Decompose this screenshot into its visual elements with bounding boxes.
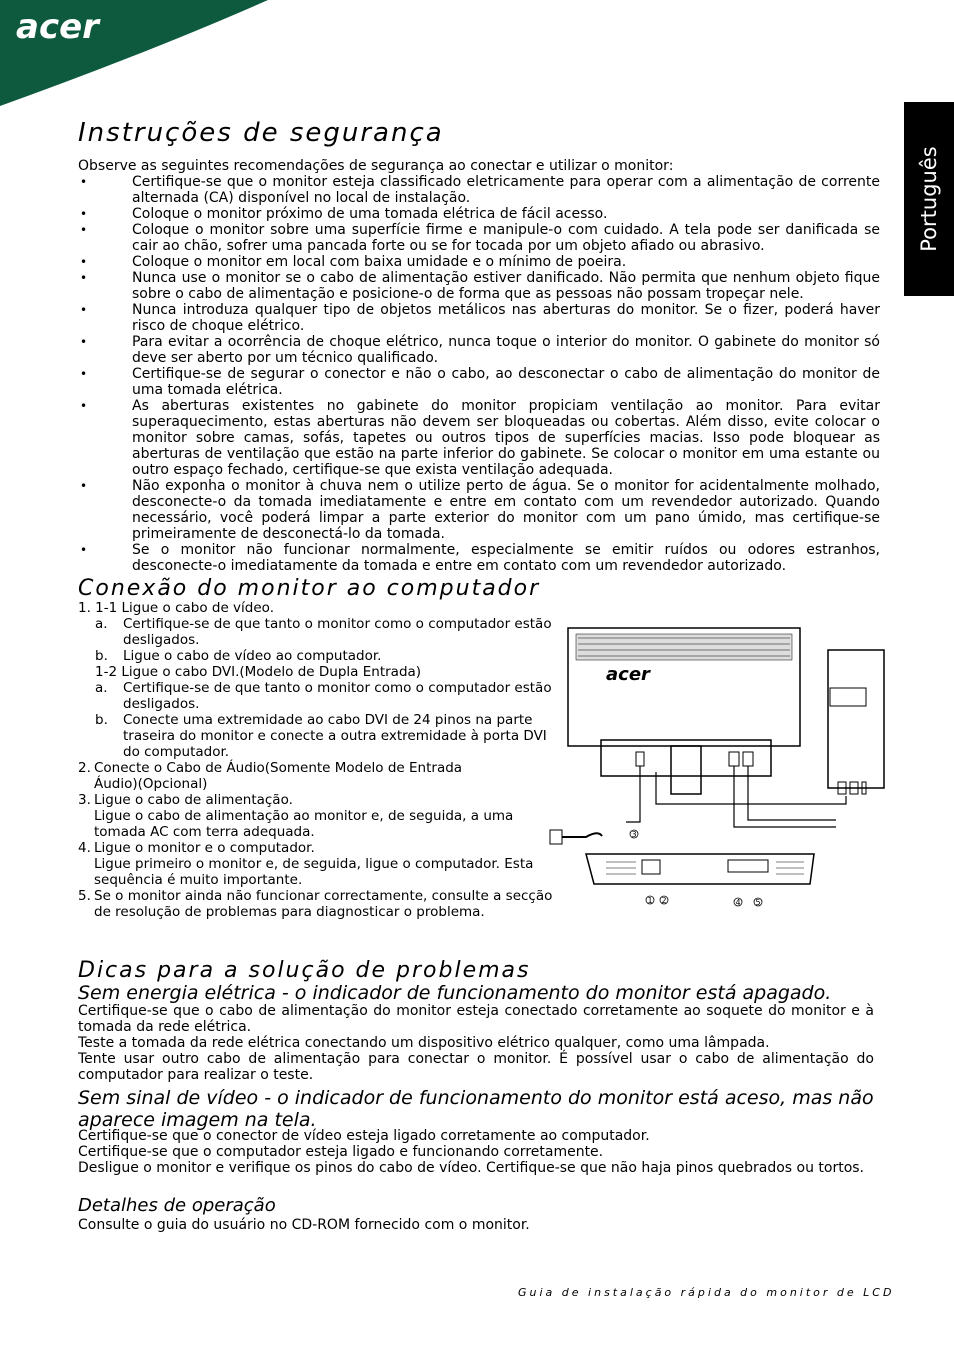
operation-details-heading: Detalhes de operação <box>78 1195 276 1216</box>
callout-4 <box>734 898 742 907</box>
connection-step: 3. Ligue o cabo de alimentação. <box>78 792 293 808</box>
list-item: • Coloque o monitor próximo de uma tomada elétrica de fácil acesso. <box>78 206 880 222</box>
diagram-acer-logo: acer <box>606 664 650 685</box>
connection-diagram <box>546 622 886 912</box>
safety-list <box>78 174 880 574</box>
connection-title: Conexão do monitor ao computador <box>78 576 541 601</box>
language-tab-label: Português <box>917 146 941 252</box>
callout-1 <box>646 896 654 905</box>
list-item: • Certifique-se de segurar o conector e não o cabo, ao desconectar o cabo de alimentação do monitor de uma tomada elétrica. <box>78 366 880 398</box>
no-power-heading: Sem energia elétrica - o indicador de funcionamento do monitor está apagado. <box>78 982 832 1004</box>
list-item: • Nunca introduza qualquer tipo de objetos metálicos nas aberturas do monitor. Se o fizer, poderá haver risco de choque elétrico. <box>78 302 880 334</box>
list-item: • As aberturas existentes no gabinete do monitor propiciam ventilação ao monitor. Para evitar superaquecimento, estas aberturas não devem ser bloqueadas ou cobertas. Além disso, evite colocar o monitor sobre camas, sofás, tapetes ou outros tipos de superfícies macias. Isso pode bloquear as aberturas de ventilação que estão na parte inferior do gabinete. Se colocar o monitor em uma estante ou outro espaço fechado, certifique-se que exista ventilação adequada. <box>78 398 880 478</box>
connection-step: Ligue primeiro o monitor e, de seguida, ligue o computador. Esta sequência é muito importante. <box>94 856 534 888</box>
connection-step: b. Ligue o cabo de vídeo ao computador. <box>95 648 382 664</box>
connection-step: a. Certifique-se de que tanto o monitor como o computador estão desligados. <box>95 616 552 648</box>
svg-text:1: 1 <box>647 896 653 905</box>
monitor-stand <box>671 746 701 794</box>
connection-step: 1-2 Ligue o cabo DVI.(Modelo de Dupla Entrada) <box>95 664 422 680</box>
list-item: • Se o monitor não funcionar normalmente, especialmente se emitir ruídos ou odores estranhos, desconecte-o imediatamente da tomada e entre em contato com um revendedor autorizado. <box>78 542 880 574</box>
list-item: • Coloque o monitor em local com baixa umidade e o mínimo de poeira. <box>78 254 880 270</box>
list-item: • Certifique-se que o monitor esteja classificado eletricamente para operar com a alimentação de corrente alternada (CA) disponível no local de instalação. <box>78 174 880 206</box>
troubleshooting-title: Dicas para a solução de problemas <box>78 958 531 983</box>
callout-3 <box>630 830 638 839</box>
connection-step: 5. Se o monitor ainda não funcionar correctamente, consulte a secção de resolução de problemas para diagnosticar o problema. <box>78 888 553 920</box>
operation-details-text: Consulte o guia do usuário no CD-ROM fornecido com o monitor. <box>78 1217 530 1233</box>
svg-text:2: 2 <box>661 896 667 905</box>
no-power-text-1: Certifique-se que o cabo de alimentação do monitor esteja conectado corretamente ao soquete do monitor e à tomada da rede elétrica. <box>78 1003 874 1035</box>
computer-tower <box>828 650 884 788</box>
connection-step: b. Conecte uma extremidade ao cabo DVI de 24 pinos na parte traseira do monitor e conecte a outra extremidade à porta DVI do computador. <box>95 712 547 760</box>
language-tab <box>904 102 954 296</box>
acer-logo <box>16 7 101 47</box>
connection-step: 2. Conecte o Cabo de Áudio(Somente Modelo de Entrada Áudio)(Opcional) <box>78 760 463 792</box>
safety-title: Instruções de segurança <box>78 118 444 148</box>
list-item: • Coloque o monitor sobre uma superfície firme e manipule-o com cuidado. A tela pode ser danificada se cair ao chão, sofrer uma pancada forte ou se for tocada por um objeto afiado ou abrasivo. <box>78 222 880 254</box>
callout-5 <box>754 898 762 907</box>
header-band <box>0 0 954 110</box>
list-item: • Nunca use o monitor se o cabo de alimentação estiver danificado. Não permita que nenhum objeto fique sobre o cabo de alimentação e posicione-o de forma que as pessoas não possam tropeçar nele. <box>78 270 880 302</box>
connection-step: a. Certifique-se de que tanto o monitor como o computador estão desligados. <box>95 680 552 712</box>
callout-2 <box>660 896 668 905</box>
no-video-text-2: Certifique-se que o computador esteja ligado e funcionando corretamente. <box>78 1144 604 1160</box>
svg-text:3: 3 <box>631 830 637 839</box>
no-power-text-3: Tente usar outro cabo de alimentação para conectar o monitor. É possível usar o cabo de alimentação do computador para realizar o teste. <box>78 1051 874 1083</box>
svg-text:acer: acer <box>16 7 99 47</box>
connection-step: Ligue o cabo de alimentação ao monitor e, de seguida, a uma tomada AC com terra adequada. <box>94 808 514 840</box>
no-power-text-2: Teste a tomada da rede elétrica conectando um dispositivo elétrico qualquer, como uma lâmpada. <box>78 1035 770 1051</box>
no-video-text-3: Desligue o monitor e verifique os pinos do cabo de vídeo. Certifique-se que não haja pinos quebrados ou tortos. <box>78 1160 865 1176</box>
svg-text:4: 4 <box>735 898 741 907</box>
svg-text:5: 5 <box>755 898 761 907</box>
page-footer: Guia de instalação rápida do monitor de LCD <box>518 1286 895 1299</box>
connection-step: 1. 1-1 Ligue o cabo de vídeo. <box>78 600 274 616</box>
no-video-heading: Sem sinal de vídeo - o indicador de funcionamento do monitor está aceso, mas não aparece imagem na tela. <box>78 1087 874 1131</box>
list-item: • Para evitar a ocorrência de choque elétrico, nunca toque o interior do monitor. O gabinete do monitor só deve ser aberto por um técnico qualificado. <box>78 334 880 366</box>
power-plug <box>550 830 562 844</box>
safety-intro: Observe as seguintes recomendações de segurança ao conectar e utilizar o monitor: <box>78 158 674 174</box>
connection-step: 4. Ligue o monitor e o computador. <box>78 840 315 856</box>
list-item: • Não exponha o monitor à chuva nem o utilize perto de água. Se o monitor for acidentalmente molhado, desconecte-o da tomada imediatamente e entre em contato com um revendedor autorizado. Quando necessário, você poderá limpar a parte exterior do monitor com um pano úmido, mas certifique-se primeiramente de desconectá-lo da tomada. <box>78 478 880 542</box>
no-video-text-1: Certifique-se que o conector de vídeo esteja ligado corretamente ao computador. <box>78 1128 650 1144</box>
monitor-bottom-view <box>586 854 814 884</box>
